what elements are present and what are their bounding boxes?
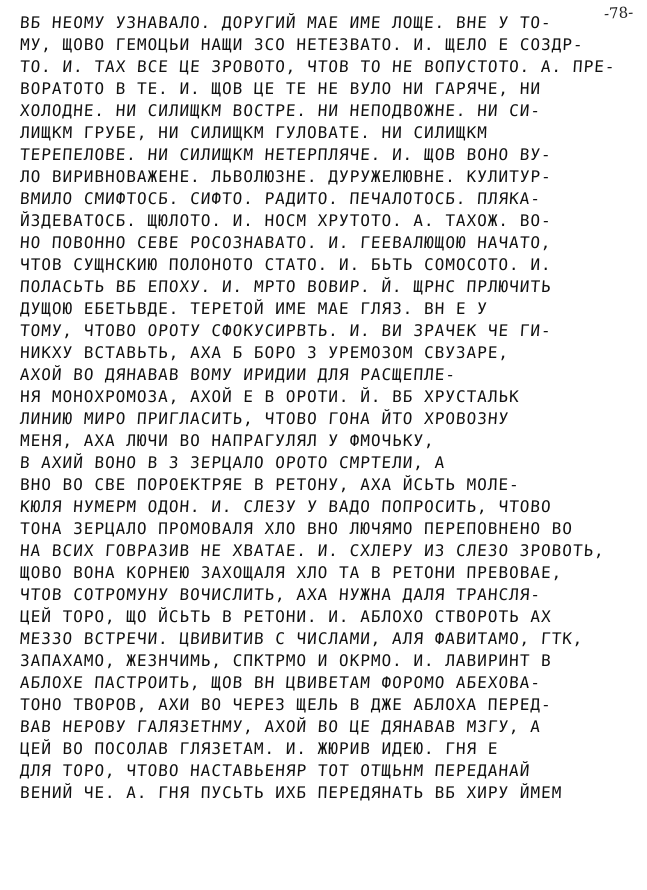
text-line: ВБ НЕОМУ УЗНАВАЛО. ДОРУГИЙ МАЕ ИМЕ ЛОЩЕ. ВНЕ У ТО- <box>19 13 553 32</box>
text-line: ВНО ВО СВЕ ПОРОЕКТРЯЕ В РЕТОНУ, АХА ЙСЬТЬ МОЛЕ- <box>19 475 521 494</box>
text-line: ВОРАТОТО В ТЕ. И. ЩОВ ЦЕ ТЕ НЕ ВУЛО НИ ГАРЯЧЕ, НИ <box>19 79 542 98</box>
text-line: ЗАПАХАМО, ЖЕЗНЧИМЬ, СПКТРМО И ОКРМО. И. ЛАВИРИНТ В <box>19 651 552 670</box>
text-line: ЩОВО ВОНА КОРНЕЮ ЗАХОЩАЛЯ ХЛО ТА В РЕТОНИ ПРЕВОВАЕ, <box>19 563 563 582</box>
text-line: ТОНА ЗЕРЦАЛО ПРОМОВАЛЯ ХЛО ВНО ЛЮЧЯМО ПЕРЕПОВНЕНО ВО <box>19 519 574 538</box>
text-line: МУ, ЩОВО ГЕМОЦЬИ НАЩИ ЗСО НЕТЕЗВАТО. И. ЩЕЛО Е СОЗДР- <box>19 35 584 54</box>
text-line: ТОМУ, ЧТОВО ОРОТУ СФОКУСИРВТЬ. И. ВИ ЗРАЧЕК ЧЕ ГИ- <box>19 321 553 340</box>
handwritten-text-block <box>20 12 622 804</box>
text-line: НА ВСИХ ГОВРАЗИВ НЕ ХВАТАЕ. И. СХЛЕРУ ИЗ СЛЕЗО ЗРОВОТЬ, <box>19 541 606 560</box>
text-line: ЛИЩКМ ГРУБЕ, НИ СИЛИЩКМ ГУЛОВАТЕ. НИ СИЛИЩКМ <box>19 123 489 142</box>
text-line: НИКХУ ВСТАВЬТЬ, АХА Б БОРО 3 УРЕМОЗОМ СВУЗАРЕ, <box>19 343 510 362</box>
text-line: МЕЗЗО ВСТРЕЧИ. ЦВИВИТИВ С ЧИСЛАМИ, АЛЯ ФАВИТАМО, ГТК, <box>19 629 585 648</box>
text-line: НЯ МОНОХРОМОЗА, АХОЙ Е В ОРОТИ. Й. ВБ ХРУСТАЛЬК <box>19 387 521 406</box>
text-line: ВАВ НЕРОВУ ГАЛЯЗЕТНМУ, АХОЙ ВО ЦЕ ДЯНАВАВ МЗГУ, А <box>19 717 542 736</box>
text-line: ЧТОВ СУЩНСКИЮ ПОЛОНОТО СТАТО. И. БЬТЬ СОМОСОТО. И. <box>19 255 552 274</box>
text-line: ЛО ВИРИВНОВАЖЕНЕ. ЛЬВОЛЮЗНЕ. ДУРУЖЕЛЮВНЕ. КУЛИТУР- <box>19 167 552 186</box>
text-line: ТО. И. ТАХ ВСЕ ЦЕ ЗРОВОТО, ЧТОВ ТО НЕ ВОПУСТОТО. А. ПРЕ- <box>19 57 617 76</box>
text-line: ПОЛАСЬТЬ ВБ ЕПОХУ. И. МРТО ВОВИР. Й. ЩРНС ПРЛЮЧИТЬ <box>19 277 553 296</box>
text-line: ДЛЯ ТОРО, ЧТОВО НАСТАВЬЕНЯР ТОТ ОТЩЬНМ ПЕРЕДАНАЙ <box>19 761 532 780</box>
text-line: ВЕНИЙ ЧЕ. А. ГНЯ ПУСЬТЬ ИХБ ПЕРЕДЯНАТЬ ВБ ХИРУ ЙМЕМ <box>19 783 563 802</box>
text-line: В АХИЙ ВОНО В З ЗЕРЦАЛО ОРОТО СМРТЕЛИ, А <box>19 453 447 472</box>
text-line: МЕНЯ, АХА ЛЮЧИ ВО НАПРАГУЛЯЛ У ФМОЧЬКУ, <box>19 431 436 450</box>
text-line: ХОЛОДНЕ. НИ СИЛИЩКМ ВОСТРЕ. НИ НЕПОДВОЖНЕ. НИ СИ- <box>19 101 542 120</box>
text-line: ЦЕЙ ВО ПОСОЛАВ ГЛЯЗЕТАМ. И. ЖЮРИВ ИДЕЮ. ГНЯ Е <box>19 739 499 758</box>
text-line: НО ПОВОННО СЕВЕ РОСОЗНАВАТО. И. ГЕЕВАЛЮЩОЮ НАЧАТО, <box>19 233 553 252</box>
text-line: ТОНО ТВОРОВ, АХИ ВО ЧЕРЕЗ ЩЕЛЬ В ДЖЕ АБЛОХА ПЕРЕД- <box>19 695 552 714</box>
text-line: КЮЛЯ НУМЕРМ ОДОН. И. СЛЕЗУ У ВАДО ПОПРОСИТЬ, ЧТОВО <box>19 497 553 516</box>
text-line: ЦЕЙ ТОРО, ЩО ЙСЬТЬ В РЕТОНИ. И. АБЛОХО СТВОРОТЬ АХ <box>19 607 552 626</box>
text-line: ДУЩОЮ ЕБЕТЬВДЕ. ТЕРЕТОЙ ИМЕ МАЕ ГЛЯЗ. ВН Е У <box>19 299 489 318</box>
text-line: АХОЙ ВО ДЯНАВАВ ВОМУ ИРИДИИ ДЛЯ РАСЩЕПЛЕ- <box>19 365 457 384</box>
text-line: АБЛОХЕ ПАСТРОИТЬ, ЩОВ ВН ЦВИВЕТАМ ФОРОМО АБЕХОВА- <box>19 673 542 692</box>
page-number: -78- <box>603 3 634 23</box>
text-line: ТЕРЕПЕЛОВЕ. НИ СИЛИЩКМ НЕТЕРПЛЯЧЕ. И. ЩОВ ВОНО ВУ- <box>19 145 553 164</box>
text-line: ЧТОВ СОТРОМУНУ ВОЧИСЛИТЬ, АХА НУЖНА ДАЛЯ ТРАНСЛЯ- <box>19 585 542 604</box>
text-line: ЛИНИЮ МИРО ПРИГЛАСИТЬ, ЧТОВО ГОНА ЙТО ХРОВОЗНУ <box>19 409 510 428</box>
text-line: ВМИЛО СМИФТОСБ. СИФТО. РАДИТО. ПЕЧАЛОТОСБ. ПЛЯКА- <box>19 189 542 208</box>
text-line: ЙЗДЕВАТОСБ. ЩЮЛОТО. И. НОСМ ХРУТОТО. А. ТАХОЖ. ВО- <box>19 211 552 230</box>
